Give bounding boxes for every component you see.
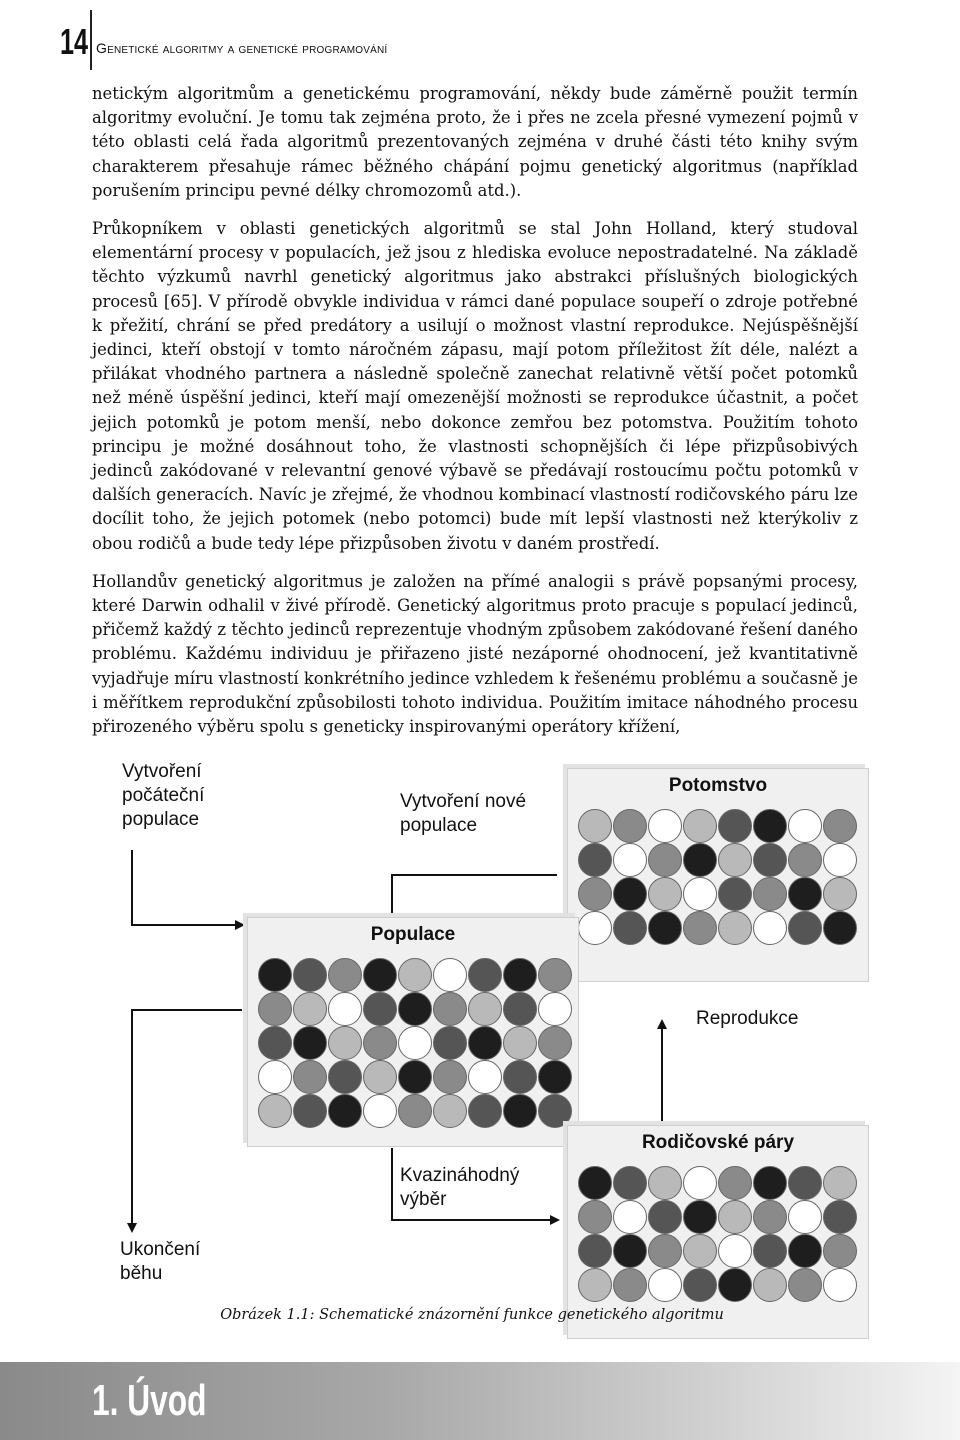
population-dot: [328, 1060, 362, 1094]
population-dot: [613, 877, 647, 911]
population-dot: [258, 1094, 292, 1128]
population-dot: [363, 1026, 397, 1060]
population-dot: [613, 1166, 647, 1200]
population-dot: [503, 1026, 537, 1060]
population-dot: [433, 1094, 467, 1128]
population-dot: [468, 1026, 502, 1060]
dot-grid-parents: [578, 1166, 858, 1328]
population-dot: [363, 1060, 397, 1094]
population-dot: [648, 1166, 682, 1200]
population-dot: [683, 1234, 717, 1268]
population-dot: [468, 1060, 502, 1094]
population-dot: [538, 958, 572, 992]
population-dot: [258, 1026, 292, 1060]
population-dot: [293, 1060, 327, 1094]
population-dot: [823, 809, 857, 843]
population-dot: [578, 1200, 612, 1234]
population-dot: [468, 958, 502, 992]
population-dot: [823, 877, 857, 911]
population-dot: [613, 843, 647, 877]
figure-caption: Obrázek 1.1: Schematické znázornění funkce genetického algoritmu: [220, 1307, 724, 1323]
page-number: 14: [60, 21, 89, 62]
paragraph: Hollandův genetický algoritmus je založen na přímé analogii s právě popsanými procesy, které Darwin odhalil v živé přírodě. Genetický algoritmus proto pracuje s populací jedinců, přičemž každý z těchto jedinců reprezentuje vhodným způsobem zakódované řešení daného problému. Každému individuu je přiřazeno jisté nezáporné ohodnocení, jež kvantitativně vyjadřuje míru vlastností konkrétního jedince vzhledem k řešenému problému a současně je i měřítkem reprodukční způsobilosti tohoto individua. Použitím imitace náhodného procesu přirozeného výběru spolu s geneticky inspirovanými operátory křížení,: [92, 571, 858, 737]
population-dot: [538, 1060, 572, 1094]
population-dot: [293, 958, 327, 992]
population-dot: [788, 843, 822, 877]
population-dot: [363, 1094, 397, 1128]
population-dot: [293, 1094, 327, 1128]
population-dot: [398, 958, 432, 992]
population-dot: [683, 911, 717, 945]
population-dot: [648, 911, 682, 945]
population-dot: [433, 992, 467, 1026]
dot-grid-population: [258, 958, 568, 1136]
population-dot: [718, 1234, 752, 1268]
label-selection: Kvazináhodný výběr: [400, 1165, 520, 1210]
paragraph: Průkopníkem v oblasti genetických algoritmů se stal John Holland, který studoval elementární procesy v populacích, jež jsou z hlediska evoluce nepostradatelné. Na základě těchto výzkumů navrhl genetický algoritmus jako abstrakci příslušných biologických procesů [65]. V přírodě obvykle individua v rámci dané populace soupeří o zdroje potřebné k přežití, chrání se před predátory a usilují o možnost vlastní reprodukce. Nejúspěšnější jedinci, kteří obstojí v tomto náročném zápasu, mají potom příležitost žít déle, nalézt a přilákat vhodného partnera a následně společně zanechat relativně větší počet potomků než méně úspěšní jedinci, kteří mají omezenější možnosti se reprodukce účastnit, a počet jejich potomků je potom menší, nebo dokonce zemřou bez potomstva. Použitím tohoto principu je možné dosáhnout toho, že vlastnosti schopnějších či lépe přizpůsobivých jedinců zakódované v relevantní genové výbavě se předávají rostoucímu počtu potomků v dalších generacích. Navíc je zřejmé, že vhodnou kombinací vlastností rodičovského páru lze docílit toho, že jejich potomek (nebo potomci) bude mít lepší vlastnosti než kterýkoliv z obou rodičů a bude tedy lépe přizpůsoben životu v daném prostředí.: [92, 219, 858, 553]
population-dot: [398, 1026, 432, 1060]
label-reproduction: Reprodukce: [696, 1008, 799, 1029]
population-dot: [753, 809, 787, 843]
header-rule: [90, 10, 92, 70]
arrow-offspring-to-population: [392, 875, 557, 920]
population-dot: [613, 911, 647, 945]
population-dot: [503, 992, 537, 1026]
population-dot: [823, 843, 857, 877]
population-dot: [258, 992, 292, 1026]
paragraph: netickým algoritmům a genetickému programování, někdy bude záměrně použit termín algoritmy evoluční. Je tomu tak zejména proto, že i přes ne zcela přesné vymezení pojmů v této oblasti celá řada algoritmů prezentovaných zejména v druhé části této knihy svým charakterem přesahuje rámec běžného chápání pojmu genetický algoritmus (například porušením principu pevné délky chromozomů atd.).: [92, 84, 858, 200]
population-dot: [683, 1166, 717, 1200]
population-dot: [398, 1094, 432, 1128]
ga-diagram: [92, 760, 882, 1320]
population-dot: [823, 1166, 857, 1200]
population-dot: [578, 1166, 612, 1200]
population-dot: [433, 1060, 467, 1094]
population-dot: [328, 958, 362, 992]
population-dot: [753, 1200, 787, 1234]
population-dot: [753, 1166, 787, 1200]
population-dot: [328, 992, 362, 1026]
label-init-population: Vytvoření počáteční populace: [122, 761, 205, 830]
population-dot: [753, 911, 787, 945]
population-dot: [823, 1200, 857, 1234]
population-dot: [613, 809, 647, 843]
population-dot: [328, 1026, 362, 1060]
population-dot: [538, 1094, 572, 1128]
population-dot: [683, 1200, 717, 1234]
population-dot: [398, 992, 432, 1026]
population-dot: [788, 911, 822, 945]
population-dot: [578, 843, 612, 877]
population-dot: [823, 1268, 857, 1302]
population-dot: [648, 809, 682, 843]
population-dot: [258, 1060, 292, 1094]
label-end-run: Ukončení běhu: [120, 1239, 201, 1284]
population-dot: [683, 843, 717, 877]
population-dot: [503, 1060, 537, 1094]
population-dot: [683, 877, 717, 911]
population-dot: [718, 911, 752, 945]
population-dot: [398, 1060, 432, 1094]
body-text: [92, 82, 858, 753]
dot-grid-offspring: [578, 809, 858, 971]
population-dot: [613, 1234, 647, 1268]
population-dot: [753, 877, 787, 911]
population-dot: [683, 809, 717, 843]
chapter-title: 1. Úvod: [92, 1376, 207, 1425]
population-dot: [788, 1200, 822, 1234]
population-dot: [503, 958, 537, 992]
population-dot: [823, 911, 857, 945]
population-dot: [363, 958, 397, 992]
population-dot: [718, 877, 752, 911]
population-dot: [718, 843, 752, 877]
population-dot: [823, 1234, 857, 1268]
population-dot: [328, 1094, 362, 1128]
population-dot: [788, 1234, 822, 1268]
population-dot: [648, 1200, 682, 1234]
population-dot: [613, 1268, 647, 1302]
population-dot: [648, 1268, 682, 1302]
population-dot: [468, 992, 502, 1026]
population-dot: [648, 1234, 682, 1268]
panel-title-population: Populace: [370, 924, 456, 945]
population-dot: [578, 911, 612, 945]
population-dot: [578, 877, 612, 911]
population-dot: [718, 1200, 752, 1234]
label-new-population: Vytvoření nové populace: [400, 791, 527, 836]
population-dot: [788, 1268, 822, 1302]
panel-title-offspring: Potomstvo: [668, 775, 768, 796]
panel-offspring: [567, 768, 869, 982]
population-dot: [433, 958, 467, 992]
population-dot: [718, 1268, 752, 1302]
population-dot: [648, 843, 682, 877]
population-dot: [753, 843, 787, 877]
arrow-population-to-end: [132, 1010, 242, 1230]
population-dot: [503, 1094, 537, 1128]
population-dot: [788, 1166, 822, 1200]
population-dot: [468, 1094, 502, 1128]
population-dot: [293, 992, 327, 1026]
footer-band: [0, 1362, 960, 1440]
population-dot: [753, 1234, 787, 1268]
population-dot: [363, 992, 397, 1026]
population-dot: [718, 809, 752, 843]
population-dot: [538, 992, 572, 1026]
population-dot: [293, 1026, 327, 1060]
population-dot: [538, 1026, 572, 1060]
population-dot: [788, 877, 822, 911]
population-dot: [258, 958, 292, 992]
population-dot: [613, 1200, 647, 1234]
running-title: Genetické algoritmy a genetické programování: [96, 40, 388, 56]
population-dot: [683, 1268, 717, 1302]
population-dot: [718, 1166, 752, 1200]
population-dot: [433, 1026, 467, 1060]
population-dot: [648, 877, 682, 911]
arrow-init-to-population: [132, 850, 242, 925]
population-dot: [578, 1234, 612, 1268]
population-dot: [578, 1268, 612, 1302]
population-dot: [788, 809, 822, 843]
panel-population: [247, 917, 579, 1147]
population-dot: [578, 809, 612, 843]
panel-title-parents: Rodičovské páry: [641, 1132, 795, 1153]
population-dot: [753, 1268, 787, 1302]
